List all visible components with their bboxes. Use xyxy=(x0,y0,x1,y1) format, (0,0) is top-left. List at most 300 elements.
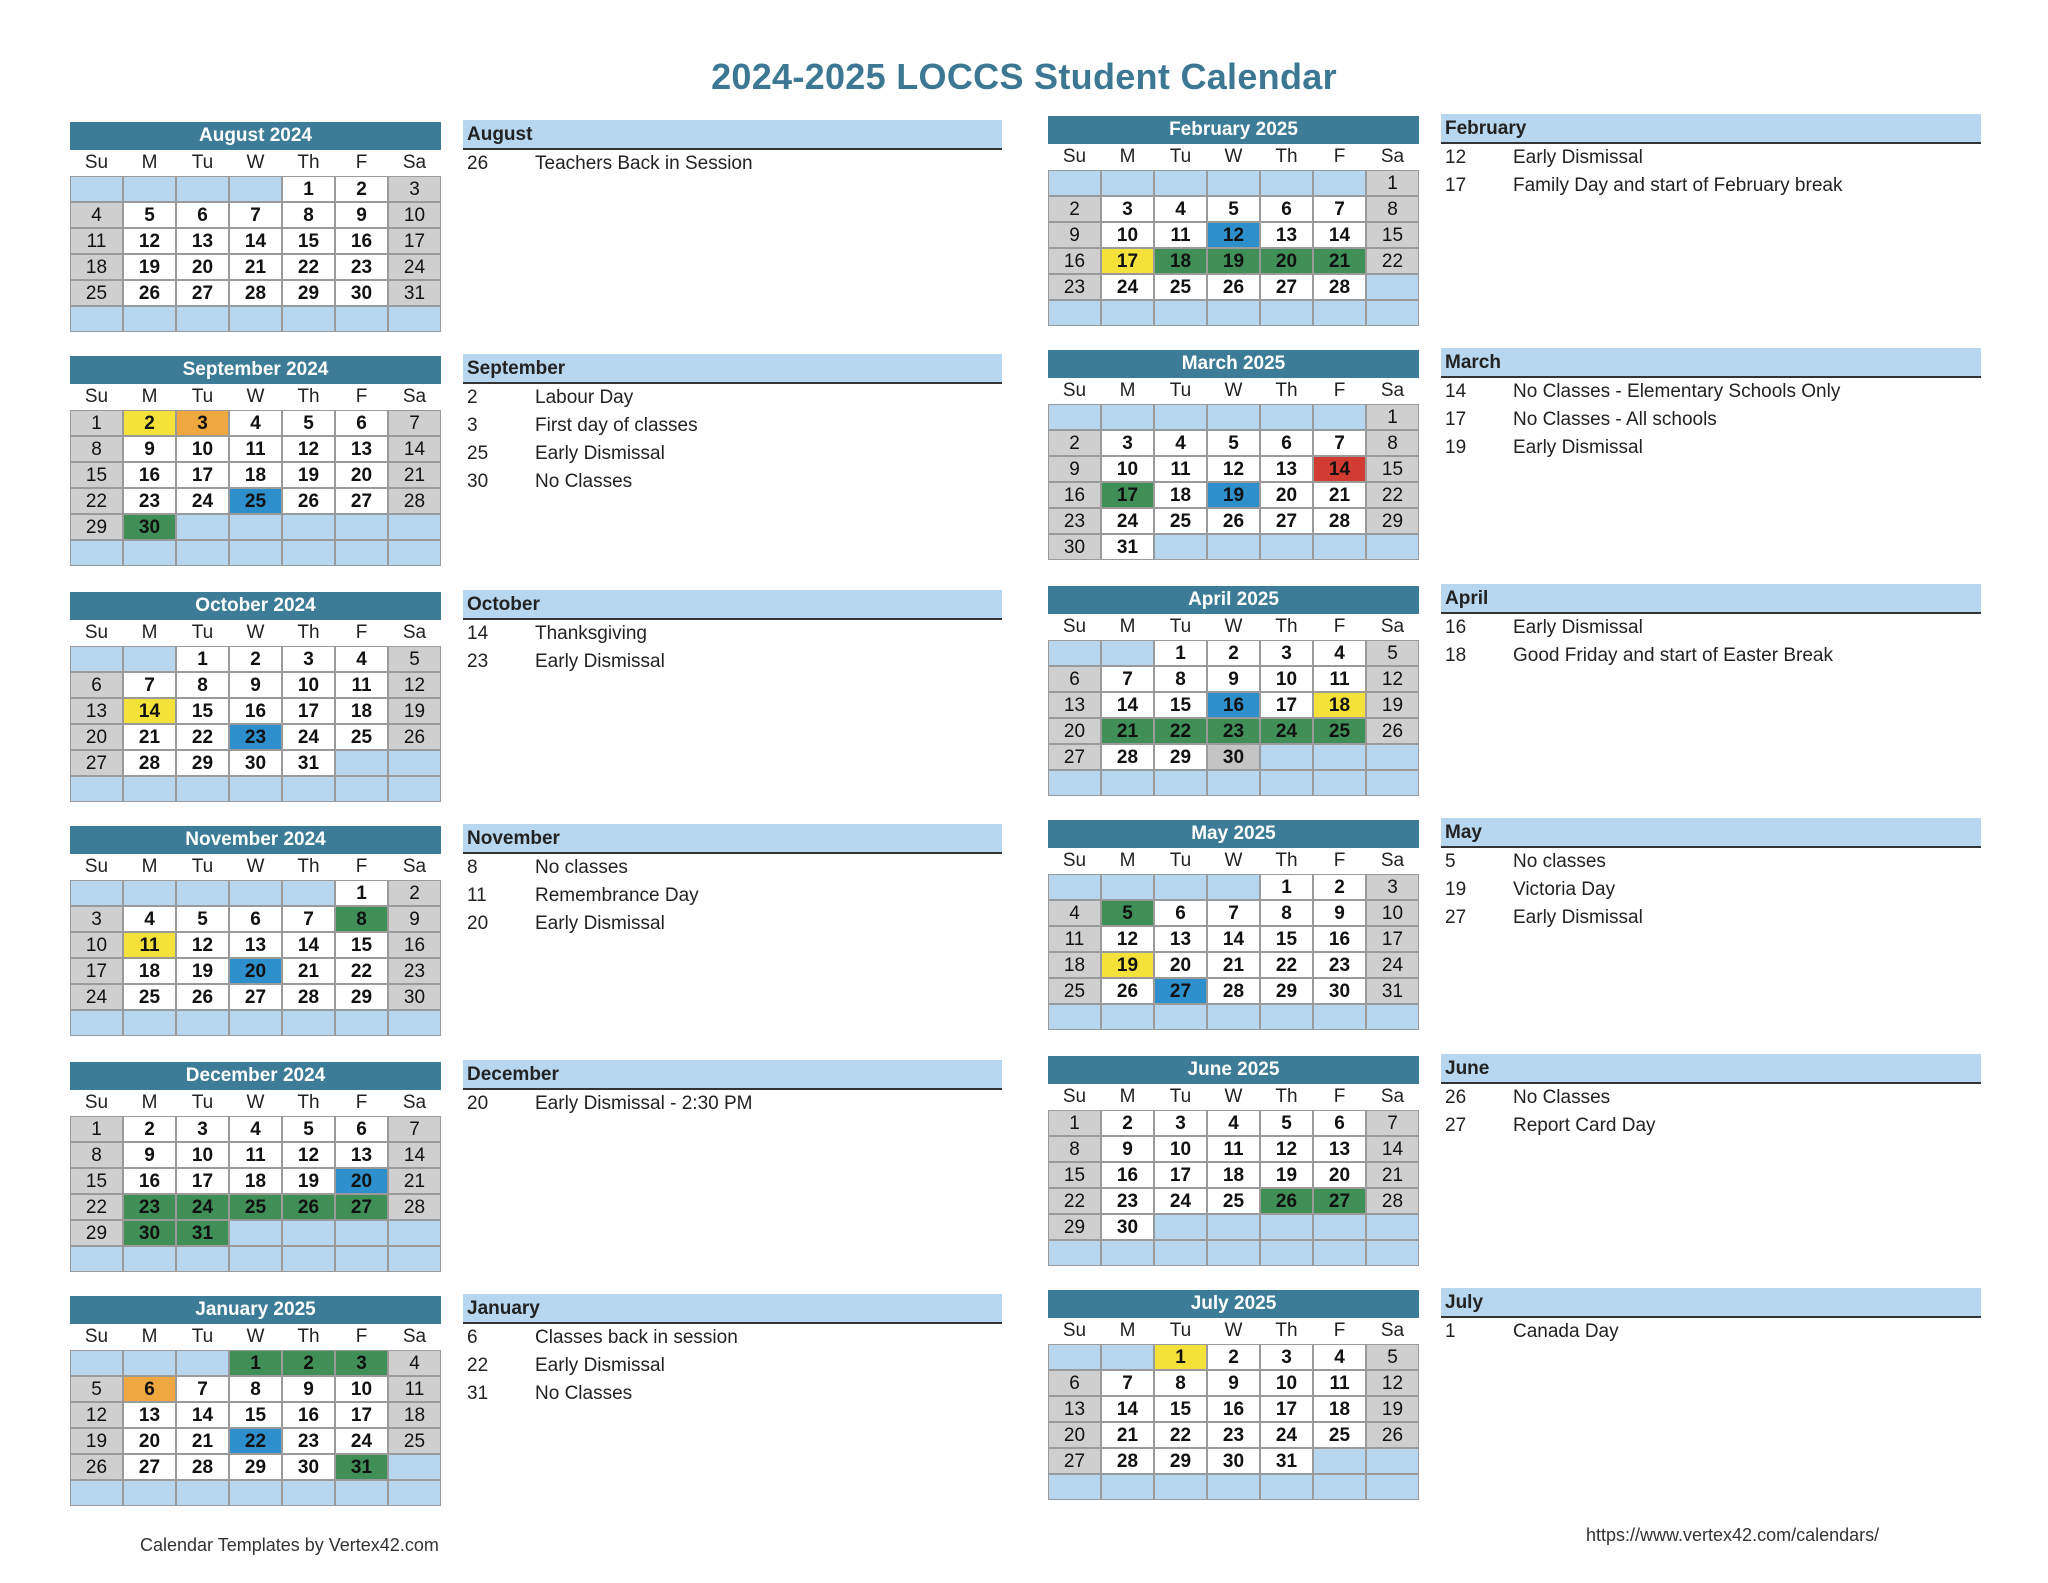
day-cell[interactable]: 26 xyxy=(1366,1422,1419,1448)
day-cell[interactable]: 14 xyxy=(388,436,441,462)
day-cell[interactable]: 10 xyxy=(1101,222,1154,248)
day-cell[interactable]: 22 xyxy=(1048,1188,1101,1214)
day-cell[interactable]: 25 xyxy=(1207,1188,1260,1214)
day-cell[interactable]: 12 xyxy=(70,1402,123,1428)
day-cell[interactable]: 11 xyxy=(1048,926,1101,952)
day-cell[interactable]: 15 xyxy=(1048,1162,1101,1188)
day-cell[interactable]: 28 xyxy=(282,984,335,1010)
day-cell[interactable]: 7 xyxy=(1207,900,1260,926)
day-cell[interactable]: 2 xyxy=(1207,640,1260,666)
day-cell[interactable]: 28 xyxy=(123,750,176,776)
day-cell[interactable]: 29 xyxy=(1366,508,1419,534)
day-cell[interactable]: 18 xyxy=(1207,1162,1260,1188)
day-cell[interactable]: 18 xyxy=(1048,952,1101,978)
day-cell[interactable]: 2 xyxy=(123,410,176,436)
day-cell[interactable]: 3 xyxy=(1154,1110,1207,1136)
day-cell[interactable]: 10 xyxy=(70,932,123,958)
day-cell[interactable]: 8 xyxy=(1366,196,1419,222)
day-cell[interactable]: 20 xyxy=(70,724,123,750)
day-cell[interactable]: 21 xyxy=(1207,952,1260,978)
day-cell[interactable]: 29 xyxy=(176,750,229,776)
day-cell[interactable]: 30 xyxy=(1313,978,1366,1004)
day-cell[interactable]: 4 xyxy=(1313,640,1366,666)
day-cell[interactable]: 2 xyxy=(335,176,388,202)
day-cell[interactable]: 5 xyxy=(1366,1344,1419,1370)
day-cell[interactable]: 24 xyxy=(282,724,335,750)
day-cell[interactable]: 24 xyxy=(335,1428,388,1454)
day-cell[interactable]: 1 xyxy=(282,176,335,202)
day-cell[interactable]: 20 xyxy=(335,1168,388,1194)
day-cell[interactable]: 9 xyxy=(388,906,441,932)
day-cell[interactable]: 19 xyxy=(1366,692,1419,718)
day-cell[interactable]: 27 xyxy=(1260,508,1313,534)
day-cell[interactable]: 18 xyxy=(229,1168,282,1194)
day-cell[interactable]: 4 xyxy=(1048,900,1101,926)
day-cell[interactable]: 2 xyxy=(282,1350,335,1376)
day-cell[interactable]: 19 xyxy=(123,254,176,280)
day-cell[interactable]: 3 xyxy=(176,1116,229,1142)
day-cell[interactable]: 3 xyxy=(70,906,123,932)
day-cell[interactable]: 20 xyxy=(1313,1162,1366,1188)
day-cell[interactable]: 20 xyxy=(1260,248,1313,274)
footer-url[interactable]: https://www.vertex42.com/calendars/ xyxy=(1586,1525,1880,1545)
day-cell[interactable]: 1 xyxy=(1260,874,1313,900)
day-cell[interactable]: 29 xyxy=(229,1454,282,1480)
day-cell[interactable]: 24 xyxy=(1154,1188,1207,1214)
day-cell[interactable]: 21 xyxy=(388,1168,441,1194)
day-cell[interactable]: 19 xyxy=(1101,952,1154,978)
day-cell[interactable]: 3 xyxy=(1260,640,1313,666)
day-cell[interactable]: 20 xyxy=(1260,482,1313,508)
day-cell[interactable]: 17 xyxy=(1154,1162,1207,1188)
day-cell[interactable]: 6 xyxy=(1048,666,1101,692)
day-cell[interactable]: 11 xyxy=(70,228,123,254)
day-cell[interactable]: 8 xyxy=(335,906,388,932)
day-cell[interactable]: 16 xyxy=(335,228,388,254)
day-cell[interactable]: 27 xyxy=(229,984,282,1010)
day-cell[interactable]: 13 xyxy=(176,228,229,254)
day-cell[interactable]: 17 xyxy=(388,228,441,254)
day-cell[interactable]: 23 xyxy=(1313,952,1366,978)
day-cell[interactable]: 7 xyxy=(282,906,335,932)
day-cell[interactable]: 8 xyxy=(1260,900,1313,926)
day-cell[interactable]: 12 xyxy=(1207,456,1260,482)
day-cell[interactable]: 23 xyxy=(1048,508,1101,534)
day-cell[interactable]: 28 xyxy=(388,488,441,514)
day-cell[interactable]: 28 xyxy=(1313,274,1366,300)
day-cell[interactable]: 15 xyxy=(1366,456,1419,482)
day-cell[interactable]: 8 xyxy=(1154,666,1207,692)
day-cell[interactable]: 10 xyxy=(1260,666,1313,692)
day-cell[interactable]: 23 xyxy=(282,1428,335,1454)
day-cell[interactable]: 18 xyxy=(335,698,388,724)
day-cell[interactable]: 16 xyxy=(1207,1396,1260,1422)
day-cell[interactable]: 6 xyxy=(1313,1110,1366,1136)
day-cell[interactable]: 29 xyxy=(1260,978,1313,1004)
day-cell[interactable]: 29 xyxy=(1048,1214,1101,1240)
day-cell[interactable]: 22 xyxy=(1154,1422,1207,1448)
day-cell[interactable]: 18 xyxy=(229,462,282,488)
day-cell[interactable]: 23 xyxy=(1207,718,1260,744)
day-cell[interactable]: 5 xyxy=(1260,1110,1313,1136)
day-cell[interactable]: 18 xyxy=(70,254,123,280)
day-cell[interactable]: 20 xyxy=(229,958,282,984)
day-cell[interactable]: 2 xyxy=(1048,196,1101,222)
day-cell[interactable]: 27 xyxy=(335,488,388,514)
day-cell[interactable]: 26 xyxy=(1260,1188,1313,1214)
day-cell[interactable]: 24 xyxy=(176,488,229,514)
day-cell[interactable]: 28 xyxy=(1313,508,1366,534)
day-cell[interactable]: 24 xyxy=(1101,274,1154,300)
day-cell[interactable]: 9 xyxy=(123,1142,176,1168)
day-cell[interactable]: 13 xyxy=(229,932,282,958)
day-cell[interactable]: 3 xyxy=(1366,874,1419,900)
day-cell[interactable]: 29 xyxy=(1154,744,1207,770)
day-cell[interactable]: 4 xyxy=(1154,196,1207,222)
day-cell[interactable]: 25 xyxy=(1313,718,1366,744)
day-cell[interactable]: 30 xyxy=(123,1220,176,1246)
day-cell[interactable]: 22 xyxy=(70,488,123,514)
day-cell[interactable]: 21 xyxy=(1101,1422,1154,1448)
day-cell[interactable]: 5 xyxy=(176,906,229,932)
day-cell[interactable]: 17 xyxy=(1260,692,1313,718)
day-cell[interactable]: 18 xyxy=(1313,1396,1366,1422)
day-cell[interactable]: 10 xyxy=(282,672,335,698)
day-cell[interactable]: 9 xyxy=(1207,666,1260,692)
day-cell[interactable]: 25 xyxy=(1154,508,1207,534)
day-cell[interactable]: 14 xyxy=(282,932,335,958)
day-cell[interactable]: 30 xyxy=(123,514,176,540)
day-cell[interactable]: 27 xyxy=(1313,1188,1366,1214)
day-cell[interactable]: 6 xyxy=(1260,196,1313,222)
day-cell[interactable]: 29 xyxy=(1154,1448,1207,1474)
day-cell[interactable]: 10 xyxy=(335,1376,388,1402)
day-cell[interactable]: 1 xyxy=(70,410,123,436)
day-cell[interactable]: 21 xyxy=(1101,718,1154,744)
day-cell[interactable]: 10 xyxy=(1366,900,1419,926)
day-cell[interactable]: 4 xyxy=(70,202,123,228)
day-cell[interactable]: 25 xyxy=(388,1428,441,1454)
day-cell[interactable]: 1 xyxy=(229,1350,282,1376)
day-cell[interactable]: 19 xyxy=(176,958,229,984)
day-cell[interactable]: 15 xyxy=(282,228,335,254)
day-cell[interactable]: 5 xyxy=(1207,196,1260,222)
day-cell[interactable]: 8 xyxy=(229,1376,282,1402)
day-cell[interactable]: 18 xyxy=(1154,248,1207,274)
day-cell[interactable]: 10 xyxy=(1154,1136,1207,1162)
day-cell[interactable]: 17 xyxy=(1101,248,1154,274)
day-cell[interactable]: 23 xyxy=(123,1194,176,1220)
day-cell[interactable]: 11 xyxy=(1313,666,1366,692)
day-cell[interactable]: 13 xyxy=(1048,692,1101,718)
day-cell[interactable]: 24 xyxy=(176,1194,229,1220)
day-cell[interactable]: 8 xyxy=(70,1142,123,1168)
day-cell[interactable]: 13 xyxy=(1048,1396,1101,1422)
day-cell[interactable]: 3 xyxy=(176,410,229,436)
day-cell[interactable]: 25 xyxy=(1048,978,1101,1004)
day-cell[interactable]: 8 xyxy=(1154,1370,1207,1396)
day-cell[interactable]: 19 xyxy=(282,1168,335,1194)
day-cell[interactable]: 9 xyxy=(229,672,282,698)
day-cell[interactable]: 12 xyxy=(282,436,335,462)
day-cell[interactable]: 4 xyxy=(1207,1110,1260,1136)
day-cell[interactable]: 14 xyxy=(1313,222,1366,248)
day-cell[interactable]: 6 xyxy=(123,1376,176,1402)
day-cell[interactable]: 26 xyxy=(282,488,335,514)
day-cell[interactable]: 1 xyxy=(1154,1344,1207,1370)
day-cell[interactable]: 30 xyxy=(335,280,388,306)
day-cell[interactable]: 31 xyxy=(176,1220,229,1246)
day-cell[interactable]: 12 xyxy=(1260,1136,1313,1162)
day-cell[interactable]: 28 xyxy=(1101,744,1154,770)
day-cell[interactable]: 16 xyxy=(123,462,176,488)
day-cell[interactable]: 14 xyxy=(123,698,176,724)
day-cell[interactable]: 2 xyxy=(388,880,441,906)
day-cell[interactable]: 27 xyxy=(1048,744,1101,770)
day-cell[interactable]: 2 xyxy=(1207,1344,1260,1370)
day-cell[interactable]: 31 xyxy=(1366,978,1419,1004)
day-cell[interactable]: 6 xyxy=(70,672,123,698)
day-cell[interactable]: 28 xyxy=(229,280,282,306)
day-cell[interactable]: 11 xyxy=(1154,456,1207,482)
day-cell[interactable]: 1 xyxy=(1048,1110,1101,1136)
day-cell[interactable]: 18 xyxy=(388,1402,441,1428)
day-cell[interactable]: 1 xyxy=(1154,640,1207,666)
day-cell[interactable]: 30 xyxy=(1101,1214,1154,1240)
day-cell[interactable]: 31 xyxy=(1260,1448,1313,1474)
day-cell[interactable]: 21 xyxy=(1313,482,1366,508)
day-cell[interactable]: 28 xyxy=(1101,1448,1154,1474)
day-cell[interactable]: 4 xyxy=(123,906,176,932)
day-cell[interactable]: 25 xyxy=(335,724,388,750)
day-cell[interactable]: 15 xyxy=(335,932,388,958)
day-cell[interactable]: 9 xyxy=(1048,456,1101,482)
day-cell[interactable]: 12 xyxy=(1101,926,1154,952)
day-cell[interactable]: 13 xyxy=(70,698,123,724)
day-cell[interactable]: 25 xyxy=(123,984,176,1010)
day-cell[interactable]: 17 xyxy=(335,1402,388,1428)
day-cell[interactable]: 31 xyxy=(282,750,335,776)
day-cell[interactable]: 22 xyxy=(282,254,335,280)
day-cell[interactable]: 22 xyxy=(1366,482,1419,508)
day-cell[interactable]: 31 xyxy=(335,1454,388,1480)
day-cell[interactable]: 22 xyxy=(176,724,229,750)
day-cell[interactable]: 29 xyxy=(282,280,335,306)
day-cell[interactable]: 30 xyxy=(1207,1448,1260,1474)
day-cell[interactable]: 13 xyxy=(335,1142,388,1168)
day-cell[interactable]: 9 xyxy=(1207,1370,1260,1396)
day-cell[interactable]: 27 xyxy=(1154,978,1207,1004)
day-cell[interactable]: 22 xyxy=(1154,718,1207,744)
day-cell[interactable]: 11 xyxy=(123,932,176,958)
day-cell[interactable]: 17 xyxy=(176,1168,229,1194)
day-cell[interactable]: 8 xyxy=(282,202,335,228)
day-cell[interactable]: 29 xyxy=(70,514,123,540)
day-cell[interactable]: 7 xyxy=(1101,666,1154,692)
day-cell[interactable]: 12 xyxy=(123,228,176,254)
day-cell[interactable]: 17 xyxy=(70,958,123,984)
day-cell[interactable]: 17 xyxy=(1260,1396,1313,1422)
day-cell[interactable]: 14 xyxy=(1101,692,1154,718)
day-cell[interactable]: 24 xyxy=(70,984,123,1010)
day-cell[interactable]: 9 xyxy=(1101,1136,1154,1162)
day-cell[interactable]: 16 xyxy=(229,698,282,724)
day-cell[interactable]: 9 xyxy=(282,1376,335,1402)
day-cell[interactable]: 7 xyxy=(123,672,176,698)
day-cell[interactable]: 16 xyxy=(282,1402,335,1428)
day-cell[interactable]: 1 xyxy=(1366,404,1419,430)
day-cell[interactable]: 5 xyxy=(1366,640,1419,666)
day-cell[interactable]: 7 xyxy=(388,410,441,436)
day-cell[interactable]: 15 xyxy=(1154,1396,1207,1422)
day-cell[interactable]: 7 xyxy=(176,1376,229,1402)
day-cell[interactable]: 24 xyxy=(388,254,441,280)
day-cell[interactable]: 3 xyxy=(1260,1344,1313,1370)
day-cell[interactable]: 24 xyxy=(1260,1422,1313,1448)
day-cell[interactable]: 26 xyxy=(282,1194,335,1220)
day-cell[interactable]: 27 xyxy=(1048,1448,1101,1474)
day-cell[interactable]: 3 xyxy=(1101,430,1154,456)
day-cell[interactable]: 4 xyxy=(1154,430,1207,456)
day-cell[interactable]: 27 xyxy=(335,1194,388,1220)
day-cell[interactable]: 6 xyxy=(229,906,282,932)
day-cell[interactable]: 7 xyxy=(1313,196,1366,222)
day-cell[interactable]: 26 xyxy=(1207,274,1260,300)
day-cell[interactable]: 10 xyxy=(1260,1370,1313,1396)
day-cell[interactable]: 19 xyxy=(1207,248,1260,274)
day-cell[interactable]: 10 xyxy=(1101,456,1154,482)
day-cell[interactable]: 25 xyxy=(229,488,282,514)
day-cell[interactable]: 14 xyxy=(1313,456,1366,482)
day-cell[interactable]: 12 xyxy=(176,932,229,958)
day-cell[interactable]: 22 xyxy=(70,1194,123,1220)
day-cell[interactable]: 23 xyxy=(335,254,388,280)
day-cell[interactable]: 24 xyxy=(1366,952,1419,978)
day-cell[interactable]: 26 xyxy=(1101,978,1154,1004)
day-cell[interactable]: 28 xyxy=(176,1454,229,1480)
day-cell[interactable]: 15 xyxy=(1260,926,1313,952)
day-cell[interactable]: 14 xyxy=(1101,1396,1154,1422)
day-cell[interactable]: 14 xyxy=(229,228,282,254)
day-cell[interactable]: 26 xyxy=(388,724,441,750)
day-cell[interactable]: 13 xyxy=(335,436,388,462)
day-cell[interactable]: 23 xyxy=(123,488,176,514)
day-cell[interactable]: 19 xyxy=(1260,1162,1313,1188)
day-cell[interactable]: 2 xyxy=(123,1116,176,1142)
day-cell[interactable]: 30 xyxy=(1048,534,1101,560)
day-cell[interactable]: 20 xyxy=(1048,1422,1101,1448)
day-cell[interactable]: 28 xyxy=(388,1194,441,1220)
day-cell[interactable]: 21 xyxy=(1313,248,1366,274)
day-cell[interactable]: 26 xyxy=(176,984,229,1010)
day-cell[interactable]: 12 xyxy=(282,1142,335,1168)
day-cell[interactable]: 10 xyxy=(176,436,229,462)
day-cell[interactable]: 13 xyxy=(1154,926,1207,952)
day-cell[interactable]: 13 xyxy=(123,1402,176,1428)
day-cell[interactable]: 7 xyxy=(1101,1370,1154,1396)
day-cell[interactable]: 9 xyxy=(123,436,176,462)
day-cell[interactable]: 26 xyxy=(70,1454,123,1480)
day-cell[interactable]: 16 xyxy=(1048,248,1101,274)
day-cell[interactable]: 14 xyxy=(176,1402,229,1428)
day-cell[interactable]: 26 xyxy=(1207,508,1260,534)
day-cell[interactable]: 3 xyxy=(1101,196,1154,222)
day-cell[interactable]: 7 xyxy=(1366,1110,1419,1136)
day-cell[interactable]: 1 xyxy=(1366,170,1419,196)
day-cell[interactable]: 20 xyxy=(1154,952,1207,978)
day-cell[interactable]: 6 xyxy=(335,1116,388,1142)
day-cell[interactable]: 22 xyxy=(1260,952,1313,978)
day-cell[interactable]: 27 xyxy=(1260,274,1313,300)
day-cell[interactable]: 12 xyxy=(1207,222,1260,248)
day-cell[interactable]: 1 xyxy=(335,880,388,906)
day-cell[interactable]: 20 xyxy=(1048,718,1101,744)
day-cell[interactable]: 5 xyxy=(282,410,335,436)
day-cell[interactable]: 29 xyxy=(70,1220,123,1246)
day-cell[interactable]: 11 xyxy=(1207,1136,1260,1162)
day-cell[interactable]: 16 xyxy=(1207,692,1260,718)
day-cell[interactable]: 4 xyxy=(388,1350,441,1376)
day-cell[interactable]: 9 xyxy=(1313,900,1366,926)
day-cell[interactable]: 6 xyxy=(1260,430,1313,456)
day-cell[interactable]: 21 xyxy=(1366,1162,1419,1188)
day-cell[interactable]: 26 xyxy=(1366,718,1419,744)
day-cell[interactable]: 4 xyxy=(335,646,388,672)
day-cell[interactable]: 30 xyxy=(1207,744,1260,770)
day-cell[interactable]: 4 xyxy=(229,1116,282,1142)
day-cell[interactable]: 11 xyxy=(229,1142,282,1168)
day-cell[interactable]: 22 xyxy=(1366,248,1419,274)
day-cell[interactable]: 7 xyxy=(229,202,282,228)
day-cell[interactable]: 5 xyxy=(1207,430,1260,456)
day-cell[interactable]: 4 xyxy=(229,410,282,436)
day-cell[interactable]: 6 xyxy=(1154,900,1207,926)
day-cell[interactable]: 15 xyxy=(70,462,123,488)
day-cell[interactable]: 9 xyxy=(335,202,388,228)
day-cell[interactable]: 2 xyxy=(1101,1110,1154,1136)
day-cell[interactable]: 22 xyxy=(335,958,388,984)
day-cell[interactable]: 6 xyxy=(335,410,388,436)
day-cell[interactable]: 20 xyxy=(176,254,229,280)
day-cell[interactable]: 5 xyxy=(123,202,176,228)
day-cell[interactable]: 3 xyxy=(335,1350,388,1376)
day-cell[interactable]: 26 xyxy=(123,280,176,306)
day-cell[interactable]: 17 xyxy=(176,462,229,488)
day-cell[interactable]: 19 xyxy=(1207,482,1260,508)
day-cell[interactable]: 30 xyxy=(229,750,282,776)
day-cell[interactable]: 19 xyxy=(282,462,335,488)
day-cell[interactable]: 3 xyxy=(282,646,335,672)
day-cell[interactable]: 9 xyxy=(1048,222,1101,248)
day-cell[interactable]: 11 xyxy=(388,1376,441,1402)
day-cell[interactable]: 27 xyxy=(70,750,123,776)
day-cell[interactable]: 25 xyxy=(1313,1422,1366,1448)
day-cell[interactable]: 15 xyxy=(1366,222,1419,248)
day-cell[interactable]: 4 xyxy=(1313,1344,1366,1370)
day-cell[interactable]: 12 xyxy=(1366,1370,1419,1396)
day-cell[interactable]: 22 xyxy=(229,1428,282,1454)
day-cell[interactable]: 17 xyxy=(1101,482,1154,508)
day-cell[interactable]: 30 xyxy=(282,1454,335,1480)
day-cell[interactable]: 18 xyxy=(1154,482,1207,508)
day-cell[interactable]: 5 xyxy=(1101,900,1154,926)
day-cell[interactable]: 21 xyxy=(123,724,176,750)
day-cell[interactable]: 25 xyxy=(70,280,123,306)
day-cell[interactable]: 14 xyxy=(1366,1136,1419,1162)
day-cell[interactable]: 16 xyxy=(123,1168,176,1194)
day-cell[interactable]: 15 xyxy=(229,1402,282,1428)
day-cell[interactable]: 11 xyxy=(1154,222,1207,248)
